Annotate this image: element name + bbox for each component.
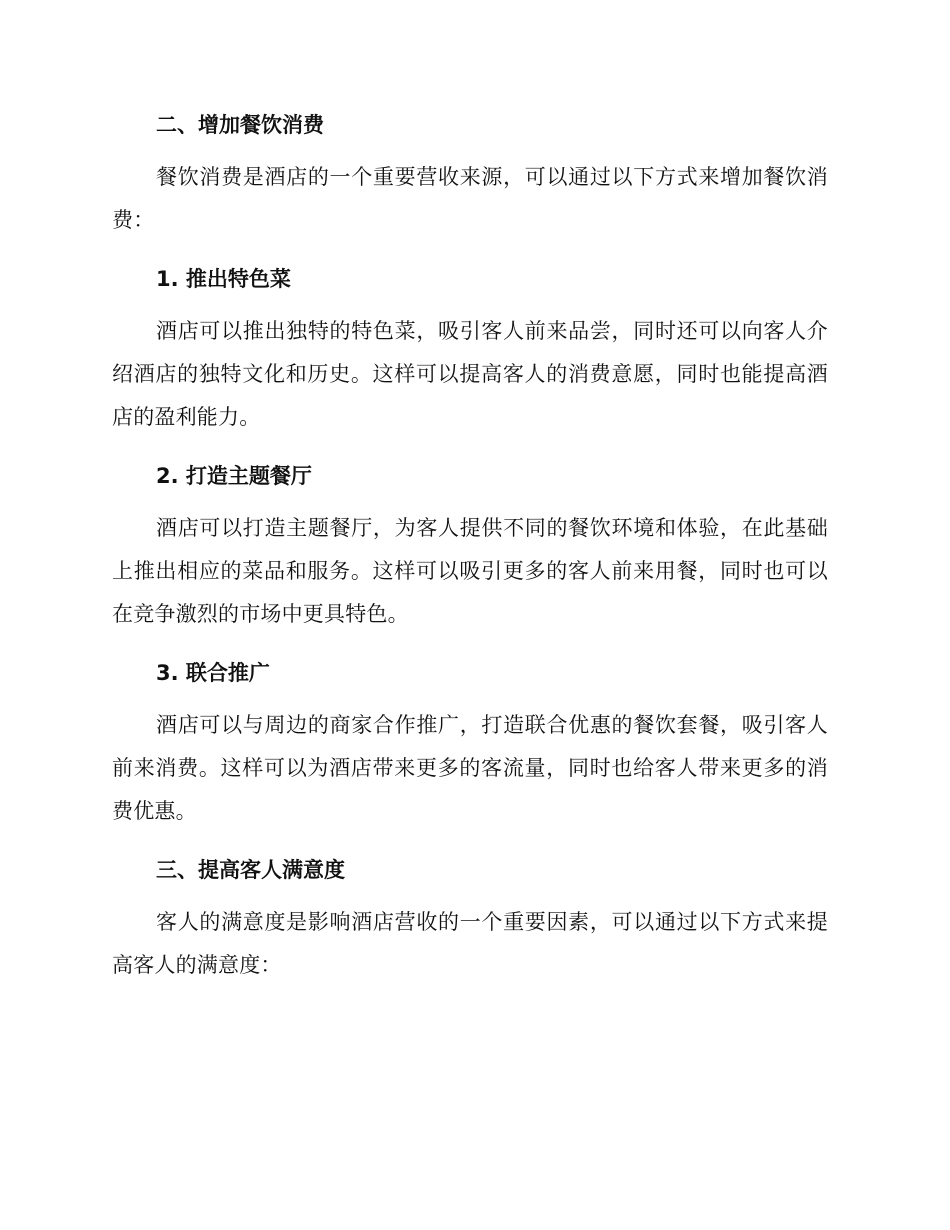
subheading-signature-dishes: 1. 推出特色菜 [156, 267, 291, 291]
spacer [112, 833, 828, 855]
spacer [112, 636, 828, 658]
paragraph-signature-dishes: 酒店可以推出独特的特色菜，吸引客人前来品尝，同时还可以向客人介绍酒店的独特文化和历史。这样可以提高客人的消费意愿，同时也能提高酒店的盈利能力。 [112, 319, 828, 429]
subheading-theme-restaurant: 2. 打造主题餐厅 [156, 464, 312, 488]
spacer [112, 294, 828, 310]
document-body [112, 110, 828, 987]
paragraph-guest-satisfaction: 客人的满意度是影响酒店营收的一个重要因素，可以通过以下方式来提高客人的满意度： [112, 910, 828, 977]
spacer [112, 885, 828, 901]
subheading-joint-promotion: 3. 联合推广 [156, 661, 270, 685]
spacer [112, 688, 828, 704]
spacer [112, 242, 828, 264]
section-heading-guest-satisfaction: 三、提高客人满意度 [156, 858, 345, 882]
spacer [112, 140, 828, 156]
spacer [112, 439, 828, 461]
paragraph-joint-promotion: 酒店可以与周边的商家合作推广，打造联合优惠的餐饮套餐，吸引客人前来消费。这样可以为酒店带来更多的客流量，同时也给客人带来更多的消费优惠。 [112, 713, 828, 823]
paragraph-dining-intro: 餐饮消费是酒店的一个重要营收来源，可以通过以下方式来增加餐饮消费： [112, 165, 828, 232]
spacer [112, 491, 828, 507]
section-heading-increase-dining: 二、增加餐饮消费 [156, 113, 324, 137]
paragraph-theme-restaurant: 酒店可以打造主题餐厅，为客人提供不同的餐饮环境和体验，在此基础上推出相应的菜品和服务。这样可以吸引更多的客人前来用餐，同时也可以在竞争激烈的市场中更具特色。 [112, 516, 828, 626]
